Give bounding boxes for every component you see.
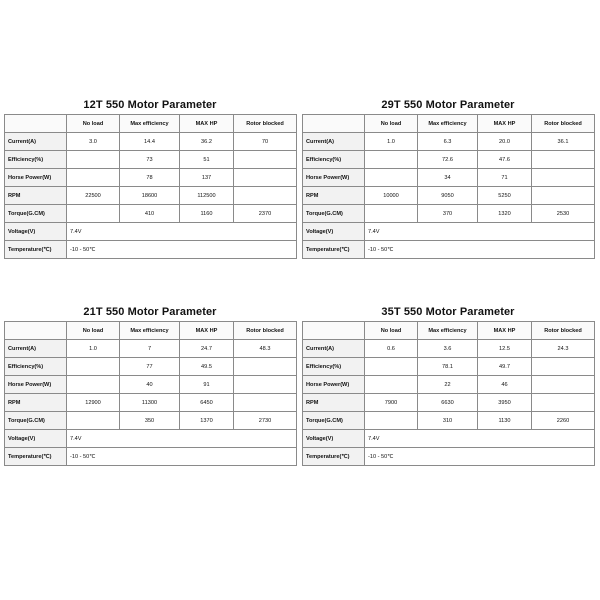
value-cell: 49.5 (180, 358, 234, 376)
row-label: Voltage(V) (303, 223, 365, 241)
value-cell: 46 (478, 376, 532, 394)
value-cell: 6450 (180, 394, 234, 412)
row-label: Torque(G.CM) (303, 205, 365, 223)
row-label: RPM (303, 187, 365, 205)
value-cell (234, 376, 297, 394)
column-header: No load (365, 322, 418, 340)
table-row (303, 187, 595, 205)
column-header: MAX HP (180, 115, 234, 133)
table-row (303, 205, 595, 223)
row-label: Horse Power(W) (5, 376, 67, 394)
value-cell (67, 151, 120, 169)
panel-title: 12T 550 Motor Parameter (83, 99, 217, 111)
row-label: Temperature(℃) (5, 448, 67, 466)
value-cell: 1.0 (365, 133, 418, 151)
value-cell: 71 (478, 169, 532, 187)
value-cell: 2730 (234, 412, 297, 430)
corner-cell (303, 115, 365, 133)
value-cell (365, 169, 418, 187)
value-cell: 36.1 (532, 133, 595, 151)
value-cell: 6630 (418, 394, 478, 412)
temperature-value: -10 - 50℃ (67, 448, 297, 466)
motor-parameter-panel (4, 96, 296, 259)
column-header: Rotor blocked (234, 322, 297, 340)
table-row (5, 394, 297, 412)
value-cell (67, 205, 120, 223)
value-cell: 112500 (180, 187, 234, 205)
column-header: MAX HP (478, 322, 532, 340)
value-cell: 3950 (478, 394, 532, 412)
value-cell: 49.7 (478, 358, 532, 376)
value-cell: 1.0 (67, 340, 120, 358)
value-cell: 1320 (478, 205, 532, 223)
table-row (303, 169, 595, 187)
value-cell: 78 (120, 169, 180, 187)
value-cell (532, 394, 595, 412)
column-header: MAX HP (478, 115, 532, 133)
column-header: Max efficiency (418, 115, 478, 133)
voltage-value: 7.4V (365, 223, 595, 241)
value-cell (234, 151, 297, 169)
table-row (5, 169, 297, 187)
value-cell: 48.3 (234, 340, 297, 358)
value-cell: 7 (120, 340, 180, 358)
parameter-table (302, 321, 595, 466)
value-cell: 2530 (532, 205, 595, 223)
column-header: Max efficiency (418, 322, 478, 340)
value-cell (532, 358, 595, 376)
value-cell (67, 376, 120, 394)
value-cell: 70 (234, 133, 297, 151)
panel-title: 35T 550 Motor Parameter (381, 306, 515, 318)
value-cell: 40 (120, 376, 180, 394)
value-cell (234, 187, 297, 205)
parameter-table (302, 114, 595, 259)
value-cell: 7900 (365, 394, 418, 412)
table-header-row (303, 322, 595, 340)
value-cell (234, 358, 297, 376)
row-label: Current(A) (5, 133, 67, 151)
table-row (5, 223, 297, 241)
table-row (303, 358, 595, 376)
value-cell: 72.6 (418, 151, 478, 169)
corner-cell (5, 322, 67, 340)
value-cell (365, 151, 418, 169)
value-cell (67, 358, 120, 376)
value-cell: 3.0 (67, 133, 120, 151)
table-row (303, 223, 595, 241)
voltage-value: 7.4V (67, 430, 297, 448)
value-cell: 24.7 (180, 340, 234, 358)
value-cell: 36.2 (180, 133, 234, 151)
column-header: No load (67, 322, 120, 340)
row-label: Horse Power(W) (303, 376, 365, 394)
value-cell (365, 358, 418, 376)
value-cell (365, 205, 418, 223)
corner-cell (5, 115, 67, 133)
value-cell (67, 412, 120, 430)
table-row (5, 241, 297, 259)
table-header-row (5, 322, 297, 340)
table-row (5, 376, 297, 394)
value-cell (532, 169, 595, 187)
value-cell: 91 (180, 376, 234, 394)
column-header: Rotor blocked (532, 322, 595, 340)
column-header: Rotor blocked (234, 115, 297, 133)
row-label: Horse Power(W) (303, 169, 365, 187)
row-label: Efficiency(%) (5, 358, 67, 376)
table-row (5, 448, 297, 466)
value-cell: 310 (418, 412, 478, 430)
voltage-value: 7.4V (67, 223, 297, 241)
value-cell (532, 151, 595, 169)
row-label: Voltage(V) (303, 430, 365, 448)
motor-parameter-panel (302, 96, 594, 259)
value-cell: 34 (418, 169, 478, 187)
table-row (5, 187, 297, 205)
table-row (5, 430, 297, 448)
value-cell: 350 (120, 412, 180, 430)
column-header: MAX HP (180, 322, 234, 340)
row-label: Horse Power(W) (5, 169, 67, 187)
table-row (303, 430, 595, 448)
value-cell: 12900 (67, 394, 120, 412)
table-row (303, 151, 595, 169)
row-label: Torque(G.CM) (5, 205, 67, 223)
table-row (5, 358, 297, 376)
panel-title: 21T 550 Motor Parameter (83, 306, 217, 318)
column-header: No load (67, 115, 120, 133)
table-row (5, 205, 297, 223)
column-header: Max efficiency (120, 115, 180, 133)
value-cell: 370 (418, 205, 478, 223)
row-label: Current(A) (303, 340, 365, 358)
value-cell: 12.5 (478, 340, 532, 358)
value-cell (532, 376, 595, 394)
value-cell: 22 (418, 376, 478, 394)
value-cell: 77 (120, 358, 180, 376)
value-cell: 2260 (532, 412, 595, 430)
value-cell: 2370 (234, 205, 297, 223)
value-cell (532, 187, 595, 205)
value-cell: 20.0 (478, 133, 532, 151)
row-label: Current(A) (5, 340, 67, 358)
value-cell: 3.6 (418, 340, 478, 358)
value-cell: 0.6 (365, 340, 418, 358)
parameter-table (4, 114, 297, 259)
table-header-row (5, 115, 297, 133)
value-cell: 1370 (180, 412, 234, 430)
value-cell: 78.1 (418, 358, 478, 376)
row-label: Efficiency(%) (303, 358, 365, 376)
table-row (303, 376, 595, 394)
motor-parameter-panel (4, 303, 296, 466)
value-cell: 137 (180, 169, 234, 187)
column-header: Max efficiency (120, 322, 180, 340)
row-label: Torque(G.CM) (5, 412, 67, 430)
column-header: Rotor blocked (532, 115, 595, 133)
table-row (303, 394, 595, 412)
table-header-row (303, 115, 595, 133)
table-row (5, 340, 297, 358)
row-label: Efficiency(%) (303, 151, 365, 169)
panel-title: 29T 550 Motor Parameter (381, 99, 515, 111)
column-header: No load (365, 115, 418, 133)
value-cell: 14.4 (120, 133, 180, 151)
row-label: Temperature(℃) (303, 448, 365, 466)
value-cell: 51 (180, 151, 234, 169)
temperature-value: -10 - 50℃ (365, 448, 595, 466)
row-label: Torque(G.CM) (303, 412, 365, 430)
row-label: Temperature(℃) (5, 241, 67, 259)
parameter-table (4, 321, 297, 466)
row-label: RPM (5, 394, 67, 412)
table-row (303, 133, 595, 151)
row-label: RPM (5, 187, 67, 205)
value-cell: 1130 (478, 412, 532, 430)
table-row (5, 412, 297, 430)
row-label: Voltage(V) (5, 223, 67, 241)
value-cell: 24.3 (532, 340, 595, 358)
table-row (303, 241, 595, 259)
value-cell (234, 394, 297, 412)
value-cell (365, 376, 418, 394)
value-cell: 11300 (120, 394, 180, 412)
row-label: Efficiency(%) (5, 151, 67, 169)
value-cell: 22500 (67, 187, 120, 205)
value-cell: 6.3 (418, 133, 478, 151)
value-cell: 47.6 (478, 151, 532, 169)
value-cell: 410 (120, 205, 180, 223)
row-label: Voltage(V) (5, 430, 67, 448)
table-row (303, 448, 595, 466)
temperature-value: -10 - 50℃ (67, 241, 297, 259)
table-row (5, 133, 297, 151)
value-cell: 73 (120, 151, 180, 169)
corner-cell (303, 322, 365, 340)
row-label: Current(A) (303, 133, 365, 151)
value-cell: 10000 (365, 187, 418, 205)
value-cell: 9050 (418, 187, 478, 205)
voltage-value: 7.4V (365, 430, 595, 448)
motor-parameter-panel (302, 303, 594, 466)
row-label: Temperature(℃) (303, 241, 365, 259)
value-cell (234, 169, 297, 187)
row-label: RPM (303, 394, 365, 412)
table-row (5, 151, 297, 169)
value-cell (67, 169, 120, 187)
temperature-value: -10 - 50℃ (365, 241, 595, 259)
value-cell: 1160 (180, 205, 234, 223)
table-row (303, 412, 595, 430)
value-cell: 5250 (478, 187, 532, 205)
value-cell (365, 412, 418, 430)
table-row (303, 340, 595, 358)
value-cell: 18600 (120, 187, 180, 205)
